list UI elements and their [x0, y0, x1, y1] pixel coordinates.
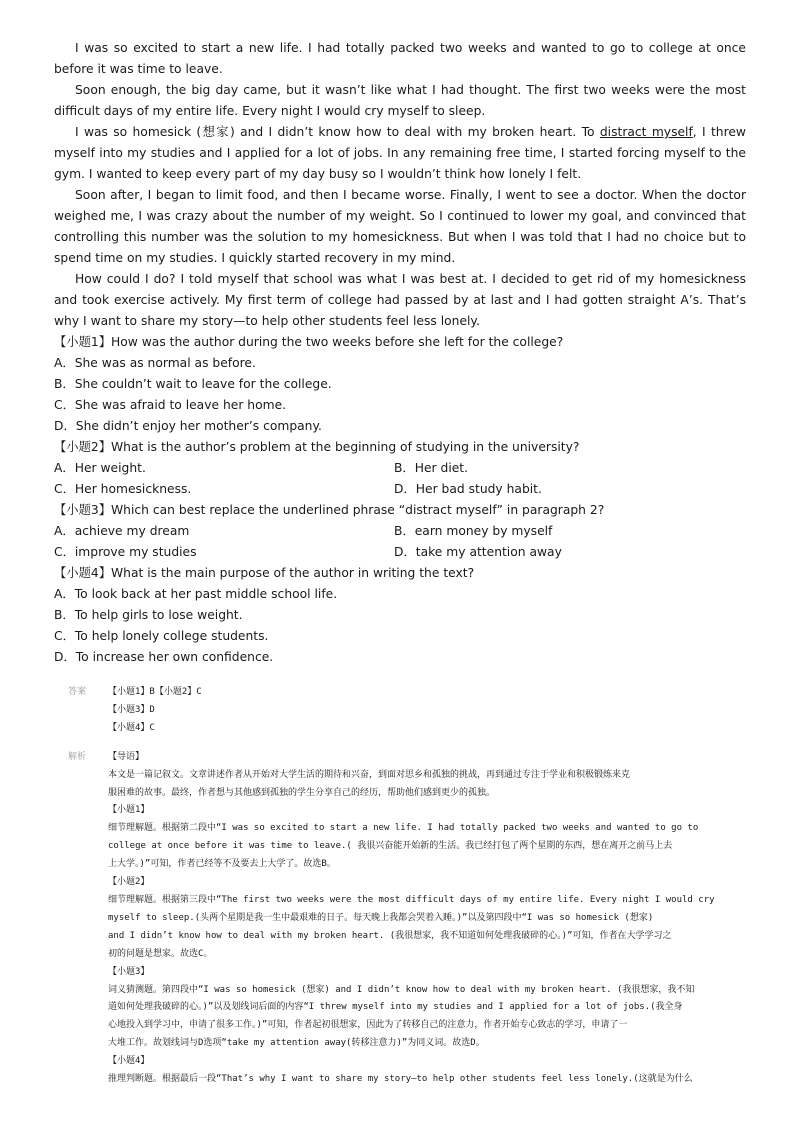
- explanation-line: college at once before it was time to leave.( 我很兴奋能开始新的生活。我已经打包了两个星期的东西，想在离开之前马上去: [108, 841, 673, 852]
- answer-line-3: 【小题4】C: [108, 722, 155, 733]
- passage-paragraph-2: Soon enough, the big day came, but it wasn’t like what I had thought. The first two weeks were the most difficult days of my entire life. Every night I would cry myself to sleep.: [54, 83, 746, 118]
- paragraph-3-text-start: I was so homesick (想家) and I didn’t know how to deal with my broken heart. To: [75, 125, 600, 139]
- question-2-stem: 【小题2】What is the author’s problem at the beginning of studying in the university?: [54, 440, 580, 454]
- explanation-line: 服困难的故事。最终，作者想与其他感到孤独的学生分享自己的经历，帮助他们感到更少的孤独。: [108, 787, 496, 798]
- explanation-line: 【小题2】: [108, 877, 150, 888]
- explanation-line: 推理判断题。根据最后一段“That’s why I want to share my story—to help other students feel less lonely.(这就是为什么: [108, 1074, 693, 1085]
- explanation-line: 大堆工作。故划线词与D选项“take my attention away(转移注意力)”为同义词。故选D。: [108, 1038, 485, 1049]
- explanation-line: 【小题3】: [108, 966, 150, 977]
- explanation-line: 【导语】: [108, 751, 145, 762]
- question-3-option-d: D．take my attention away: [394, 545, 562, 559]
- explanation-line: 细节理解题。根据第二段中“I was so excited to start a new life. I had totally packed two weeks and wanted to go to: [108, 823, 699, 834]
- explanation-line: 上大学。)”可知，作者已经等不及要去上大学了。故选B。: [108, 859, 336, 870]
- question-2-option-a: A．Her weight.: [54, 461, 146, 475]
- question-2: [54, 437, 746, 500]
- question-1-option-a: A．She was as normal as before.: [54, 356, 256, 370]
- answer-line-2: 【小题3】D: [108, 704, 155, 715]
- question-3-stem: 【小题3】Which can best replace the underlined phrase “distract myself” in paragraph 2?: [54, 503, 605, 517]
- explanation-line: 词义猜测题。第四段中“I was so homesick (想家) and I didn’t know how to deal with my broken heart. (我很想家，我不知: [108, 984, 695, 995]
- explanation-line: 【小题4】: [108, 1056, 150, 1067]
- question-3: [54, 500, 746, 563]
- answer-line-1: 【小题1】B【小题2】C: [108, 687, 202, 697]
- passage-paragraph-5: How could I do? I told myself that school was what I was best at. I decided to get rid of my homesickness and took exercise actively. My first term of college had passed by at last and I had gotten straight A’s. That’s why I want to share my story—to help other students feel less lonely.: [54, 272, 746, 328]
- explanation-line: 心地投入到学习中，申请了很多工作。)”可知，作者起初很想家，因此为了转移自己的注意力，作者开始专心致志的学习，申请了一: [108, 1020, 628, 1031]
- question-3-option-a: A．achieve my dream: [54, 524, 190, 538]
- explanation-line: 细节理解题。根据第三段中“The first two weeks were the most difficult days of my entire life. Every night I would cry: [108, 894, 715, 905]
- question-3-option-b: B．earn money by myself: [394, 524, 553, 538]
- explanation-line: and I didn’t know how to deal with my broken heart. (我很想家，我不知道如何处理我破碎的心。)”可知，作者在大学学习之: [108, 930, 672, 941]
- explanation-line: 本文是一篇记叙文。文章讲述作者从开始对大学生活的期待和兴奋，到面对思乡和孤独的挑战，再到通过专注于学业和积极锻炼来克: [108, 769, 631, 780]
- question-1-option-c: C．She was afraid to leave her home.: [54, 398, 287, 412]
- question-4-option-b: B．To help girls to lose weight.: [54, 608, 243, 622]
- question-2-option-c: C．Her homesickness.: [54, 482, 192, 496]
- explanation-line: myself to sleep.(头两个星期是我一生中最艰难的日子。每天晚上我都会哭着入睡。)”以及第四段中“I was so homesick (想家): [108, 912, 654, 923]
- question-1-stem: 【小题1】How was the author during the two weeks before she left for the college?: [54, 335, 564, 349]
- question-4-option-c: C．To help lonely college students.: [54, 629, 269, 643]
- question-4: [54, 563, 746, 668]
- answer-label: 答案: [68, 687, 87, 697]
- explanation-line: 初的问题是想家。故选C。: [108, 948, 213, 959]
- question-4-option-a: A．To look back at her past middle school life.: [54, 587, 338, 601]
- passage-paragraph-3: [54, 122, 746, 185]
- answer-section: [68, 684, 728, 1089]
- question-1-option-b: B．She couldn’t wait to leave for the college.: [54, 377, 332, 391]
- reading-section: [54, 38, 746, 668]
- passage-paragraph-1: I was so excited to start a new life. I had totally packed two weeks and wanted to go to college at once before it was time to leave.: [54, 41, 746, 76]
- question-4-option-d: D．To increase her own confidence.: [54, 650, 274, 664]
- explanation-body: [108, 749, 728, 1089]
- explanation-line: 【小题1】: [108, 805, 150, 816]
- question-2-option-d: D．Her bad study habit.: [394, 482, 542, 496]
- question-1-option-d: D．She didn’t enjoy her mother’s company.: [54, 419, 322, 433]
- question-2-option-b: B．Her diet.: [394, 461, 469, 475]
- question-4-stem: 【小题4】What is the main purpose of the author in writing the text?: [54, 566, 475, 580]
- underlined-phrase: distract myself: [599, 125, 693, 139]
- question-3-option-c: C．improve my studies: [54, 545, 197, 559]
- explanation-label: 解析: [68, 751, 87, 762]
- explanation-line: 道如何处理我破碎的心。)”以及划线词后面的内容“I threw myself into my studies and I applied for a lot of jobs.(我全身: [108, 1002, 683, 1013]
- question-1: [54, 332, 746, 437]
- passage-paragraph-4: Soon after, I began to limit food, and then I became worse. Finally, I went to see a doctor. When the doctor weighed me, I was crazy about the number of my weight. So I continued to lower my goal, and convinced that controlling this number was the solution to my homesickness. But when I was told that I had no choice but to spend time on my studies. I quickly started recovery in my mind.: [54, 188, 746, 265]
- paragraph-3-text-end: , I threw myself into my studies and I applied for a lot of jobs. In any remaining free time, I started forcing myself to the gym. I wanted to keep every part of my day busy so I wouldn’t think how lonely I felt.: [54, 125, 746, 181]
